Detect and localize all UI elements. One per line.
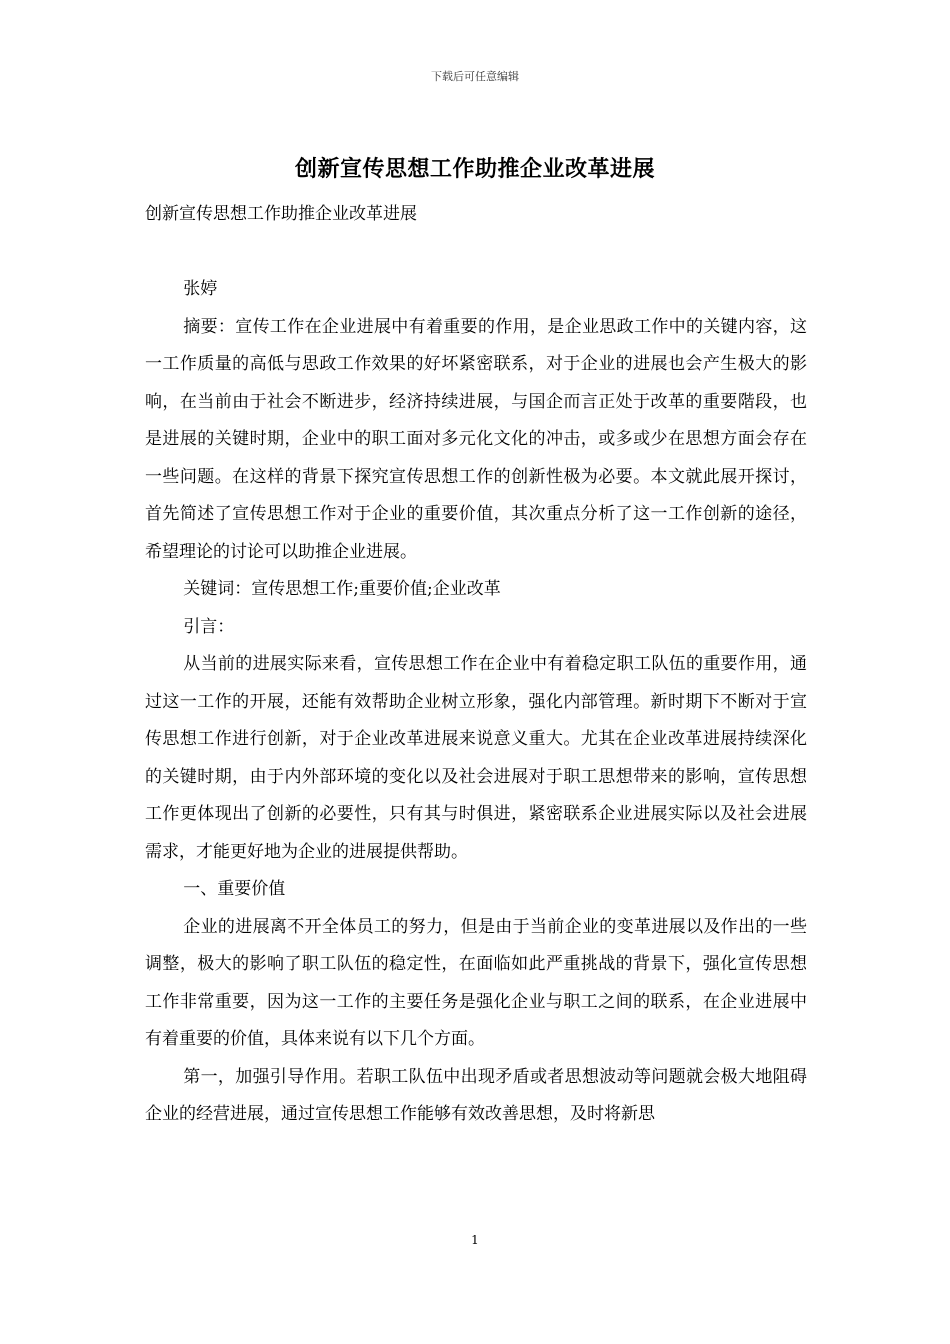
subtitle: 创新宣传思想工作助推企业改革进展 xyxy=(145,204,417,224)
intro-paragraph: 从当前的进展实际来看，宣传思想工作在企业中有着稳定职工队伍的重要作用，通过这一工作的开展，还能有效帮助企业树立形象，强化内部管理。新时期下不断对于宣传思想工作进行创新，对于企业改革进展来说意义重大。尤其在企业改革进展持续深化的关键时期，由于内外部环境的变化以及社会进展对于职工思想带来的影响，宣传思想工作更体现出了创新的必要性，只有其与时俱进，紧密联系企业进展实际以及社会进展需求，才能更好地为企业的进展提供帮助。 xyxy=(145,654,807,862)
document-body xyxy=(145,196,807,1134)
section-heading: 一、重要价值 xyxy=(183,879,286,899)
author: 张婷 xyxy=(183,279,218,299)
abstract-paragraph: 摘要：宣传工作在企业进展中有着重要的作用，是企业思政工作中的关键内容，这一工作质量的高低与思政工作效果的好坏紧密联系，对于企业的进展也会产生极大的影响，在当前由于社会不断进步，经济持续进展，与国企而言正处于改革的重要階段，也是进展的关键时期，企业中的职工面对多元化文化的冲击，或多或少在思想方面会存在一些问题。在这样的背景下探究宣传思想工作的创新性极为必要。本文就此展开探讨，首先简述了宣传思想工作对于企业的重要价值，其次重点分析了这一工作创新的途径，希望理论的讨论可以助推企业进展。 xyxy=(145,316,807,562)
page-number: 1 xyxy=(471,1233,479,1247)
keywords-line: 关键词：宣传思想工作;重要价值;企业改革 xyxy=(183,579,501,599)
point-paragraph: 第一，加强引导作用。若职工队伍中出现矛盾或者思想波动等问题就会极大地阻碍企业的经营进展，通过宣传思想工作能够有效改善思想，及时将新思 xyxy=(145,1066,807,1124)
blank-line xyxy=(145,234,807,272)
document-title: 创新宣传思想工作助推企业改革进展 xyxy=(294,156,655,182)
header-note: 下载后可任意编辑 xyxy=(431,70,519,83)
section-paragraph: 企业的进展离不开全体员工的努力，但是由于当前企业的变革进展以及作出的一些调整，极大的影响了职工队伍的稳定性，在面临如此严重挑战的背景下，强化宣传思想工作非常重要，因为这一工作的主要任务是强化企业与职工之间的联系，在企业进展中有着重要的价值，具体来说有以下几个方面。 xyxy=(145,916,807,1049)
intro-heading: 引言： xyxy=(183,616,235,637)
